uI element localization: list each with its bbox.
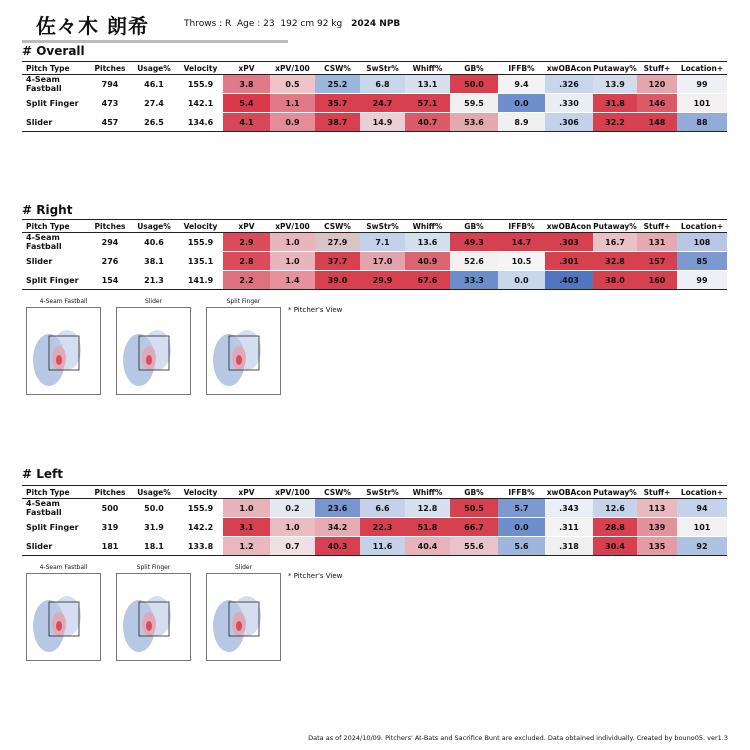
column-header: Velocity xyxy=(178,220,223,233)
column-header: Pitch Type xyxy=(22,62,90,75)
stat-cell: 50.5 xyxy=(450,499,498,518)
stat-cell: .303 xyxy=(545,233,593,252)
stat-cell: 92 xyxy=(677,537,727,556)
heatmap-label: 4-Seam Fastball xyxy=(39,564,88,571)
column-header: IFFB% xyxy=(498,220,545,233)
pitch-type-cell: Slider xyxy=(22,537,90,556)
column-header: Pitches xyxy=(90,62,130,75)
stat-cell: 146 xyxy=(637,94,677,113)
stat-cell: 94 xyxy=(677,499,727,518)
stat-cell: .326 xyxy=(545,75,593,94)
stat-cell: 1.1 xyxy=(270,94,315,113)
heatmap-density-blob xyxy=(236,621,242,631)
location-heatmap xyxy=(26,298,101,395)
right-title: # Right xyxy=(22,203,73,217)
right-table xyxy=(22,219,727,290)
stat-cell: 40.6 xyxy=(130,233,178,252)
heatmap-density-blob xyxy=(146,621,152,631)
stat-cell: 3.8 xyxy=(223,75,270,94)
column-header: xPV xyxy=(223,220,270,233)
stat-cell: 57.1 xyxy=(405,94,450,113)
stat-cell: 28.8 xyxy=(593,518,637,537)
pitch-type-cell: Split Finger xyxy=(22,271,90,290)
heatmap-graphic xyxy=(207,574,280,660)
stat-cell: 131 xyxy=(637,233,677,252)
stat-cell: .330 xyxy=(545,94,593,113)
column-header: CSW% xyxy=(315,220,360,233)
table-row xyxy=(22,537,727,556)
column-header: IFFB% xyxy=(498,62,545,75)
stat-cell: 35.7 xyxy=(315,94,360,113)
stat-cell: 5.4 xyxy=(223,94,270,113)
stat-cell: .306 xyxy=(545,113,593,132)
stat-cell: 108 xyxy=(677,233,727,252)
right-pitchers-view-note: * Pitcher's View xyxy=(288,306,343,314)
pitch-type-cell: 4-Seam Fastball xyxy=(22,233,90,252)
stat-cell: 33.3 xyxy=(450,271,498,290)
stat-cell: 0.9 xyxy=(270,113,315,132)
stat-cell: 155.9 xyxy=(178,233,223,252)
stat-cell: 37.7 xyxy=(315,252,360,271)
column-header: SwStr% xyxy=(360,62,405,75)
throws-text: Throws : R xyxy=(184,19,232,29)
heatmap-graphic xyxy=(207,308,280,394)
heatmap-graphic xyxy=(27,574,100,660)
heatmap-graphic xyxy=(27,308,100,394)
stat-cell: 50.0 xyxy=(130,499,178,518)
stat-cell: 85 xyxy=(677,252,727,271)
stat-cell: 1.0 xyxy=(270,252,315,271)
heatmap-graphic xyxy=(117,308,190,394)
stat-cell: 0.2 xyxy=(270,499,315,518)
season-text: 2024 NPB xyxy=(351,19,401,29)
column-header: Location+ xyxy=(677,62,727,75)
table-row xyxy=(22,75,727,94)
stat-cell: 40.4 xyxy=(405,537,450,556)
stat-cell: 38.0 xyxy=(593,271,637,290)
stat-cell: 1.2 xyxy=(223,537,270,556)
overall-title: # Overall xyxy=(22,44,85,58)
stat-cell: 139 xyxy=(637,518,677,537)
column-header: xwOBAcon xyxy=(546,63,592,73)
stat-cell: .343 xyxy=(545,499,593,518)
pitch-type-cell: Split Finger xyxy=(22,94,90,113)
stat-cell: 50.0 xyxy=(450,75,498,94)
stat-cell: 32.2 xyxy=(593,113,637,132)
stat-cell: 31.9 xyxy=(130,518,178,537)
stat-cell: 17.0 xyxy=(360,252,405,271)
stat-cell: 155.9 xyxy=(178,499,223,518)
column-header: Stuff+ xyxy=(637,220,677,233)
stat-cell: 13.6 xyxy=(405,233,450,252)
player-name: 佐々木 朗希 xyxy=(36,14,149,38)
column-header: xPV/100 xyxy=(270,62,315,75)
stat-cell: 26.5 xyxy=(130,113,178,132)
stat-cell: 31.8 xyxy=(593,94,637,113)
stat-cell: 39.0 xyxy=(315,271,360,290)
stat-cell: 99 xyxy=(677,271,727,290)
stat-cell: 181 xyxy=(90,537,130,556)
stat-cell: 32.8 xyxy=(593,252,637,271)
stat-cell: 23.6 xyxy=(315,499,360,518)
column-header: Whiff% xyxy=(405,220,450,233)
column-header: xPV xyxy=(223,486,270,499)
column-header: GB% xyxy=(450,486,498,499)
column-header: SwStr% xyxy=(360,220,405,233)
column-header: Velocity xyxy=(178,486,223,499)
column-header: GB% xyxy=(450,220,498,233)
stat-cell: 88 xyxy=(677,113,727,132)
stat-cell: 5.6 xyxy=(498,537,545,556)
column-header: Usage% xyxy=(130,62,178,75)
stat-cell: 0.0 xyxy=(498,94,545,113)
stat-cell: 133.8 xyxy=(178,537,223,556)
body-text: 192 cm 92 kg xyxy=(280,19,343,29)
stat-cell: 12.8 xyxy=(405,499,450,518)
stat-cell: 2.2 xyxy=(223,271,270,290)
location-heatmap xyxy=(26,564,101,661)
header-row xyxy=(22,486,727,499)
column-header: Location+ xyxy=(677,220,727,233)
pitch-type-cell: Slider xyxy=(22,252,90,271)
stat-cell: 1.0 xyxy=(270,518,315,537)
stat-cell: 4.1 xyxy=(223,113,270,132)
stat-cell: .311 xyxy=(545,518,593,537)
heatmap-plot xyxy=(26,573,101,661)
stat-cell: 6.6 xyxy=(360,499,405,518)
stat-cell: 67.6 xyxy=(405,271,450,290)
column-header: Velocity xyxy=(178,62,223,75)
column-header: SwStr% xyxy=(360,486,405,499)
stat-cell: 14.7 xyxy=(498,233,545,252)
heatmap-density-blob xyxy=(236,355,242,365)
stat-cell: 1.4 xyxy=(270,271,315,290)
stat-cell: 142.1 xyxy=(178,94,223,113)
stat-cell: 24.7 xyxy=(360,94,405,113)
table-row xyxy=(22,499,727,518)
stat-cell: 101 xyxy=(677,94,727,113)
stat-cell: 16.7 xyxy=(593,233,637,252)
stat-cell: 1.0 xyxy=(270,233,315,252)
column-header: Putaway% xyxy=(593,487,637,497)
stat-cell: 154 xyxy=(90,271,130,290)
left-table xyxy=(22,485,727,556)
stat-cell: 40.3 xyxy=(315,537,360,556)
stat-cell: 142.2 xyxy=(178,518,223,537)
stat-cell: 27.9 xyxy=(315,233,360,252)
stat-cell: 49.3 xyxy=(450,233,498,252)
heatmap-label: Slider xyxy=(234,564,253,571)
table-row xyxy=(22,233,727,252)
stat-cell: 99 xyxy=(677,75,727,94)
heatmap-density-blob xyxy=(146,355,152,365)
stat-cell: 8.9 xyxy=(498,113,545,132)
stat-cell: 1.0 xyxy=(223,499,270,518)
stat-cell: 134.6 xyxy=(178,113,223,132)
column-header: Pitch Type xyxy=(22,220,90,233)
stat-cell: 0.0 xyxy=(498,518,545,537)
stat-cell: 11.6 xyxy=(360,537,405,556)
stat-cell: 10.5 xyxy=(498,252,545,271)
column-header: CSW% xyxy=(315,62,360,75)
location-heatmap xyxy=(116,298,191,395)
heatmap-density-blob xyxy=(56,355,62,365)
column-header: Stuff+ xyxy=(637,62,677,75)
stat-cell: 457 xyxy=(90,113,130,132)
location-heatmap xyxy=(116,564,191,661)
table-row xyxy=(22,94,727,113)
location-heatmap xyxy=(206,564,281,661)
stat-cell: 18.1 xyxy=(130,537,178,556)
stat-cell: 40.7 xyxy=(405,113,450,132)
stat-cell: .403 xyxy=(545,271,593,290)
location-heatmap xyxy=(206,298,281,395)
stat-cell: 148 xyxy=(637,113,677,132)
heatmap-plot xyxy=(26,307,101,395)
column-header: Putaway% xyxy=(593,221,637,231)
stat-cell: 52.6 xyxy=(450,252,498,271)
column-header: IFFB% xyxy=(498,486,545,499)
stat-cell: 21.3 xyxy=(130,271,178,290)
stat-cell: 13.9 xyxy=(593,75,637,94)
stat-cell: 22.3 xyxy=(360,518,405,537)
stat-cell: 38.7 xyxy=(315,113,360,132)
stat-cell: 53.6 xyxy=(450,113,498,132)
stat-cell: 66.7 xyxy=(450,518,498,537)
stat-cell: 135.1 xyxy=(178,252,223,271)
pitch-type-cell: Slider xyxy=(22,113,90,132)
stat-cell: 55.6 xyxy=(450,537,498,556)
table-row xyxy=(22,518,727,537)
stat-cell: 7.1 xyxy=(360,233,405,252)
pitch-type-cell: Split Finger xyxy=(22,518,90,537)
stat-cell: 120 xyxy=(637,75,677,94)
left-title: # Left xyxy=(22,467,63,481)
stat-cell: 0.0 xyxy=(498,271,545,290)
stat-cell: 30.4 xyxy=(593,537,637,556)
column-header: Whiff% xyxy=(405,62,450,75)
stat-cell: 2.9 xyxy=(223,233,270,252)
heatmap-plot xyxy=(206,307,281,395)
heatmap-label: Split Finger xyxy=(226,298,261,305)
stat-cell: 2.8 xyxy=(223,252,270,271)
column-header: Pitch Type xyxy=(22,486,90,499)
stat-cell: 101 xyxy=(677,518,727,537)
stat-cell: 9.4 xyxy=(498,75,545,94)
heatmap-plot xyxy=(116,307,191,395)
overall-table xyxy=(22,61,727,132)
stat-cell: 46.1 xyxy=(130,75,178,94)
stat-cell: .318 xyxy=(545,537,593,556)
age-text: Age : 23 xyxy=(237,19,275,29)
stat-cell: 794 xyxy=(90,75,130,94)
stat-cell: 29.9 xyxy=(360,271,405,290)
player-meta xyxy=(184,19,400,29)
stat-cell: 40.9 xyxy=(405,252,450,271)
column-header: xPV/100 xyxy=(270,220,315,233)
stat-cell: 500 xyxy=(90,499,130,518)
column-header: CSW% xyxy=(315,486,360,499)
player-header xyxy=(22,6,401,43)
stat-cell: 6.8 xyxy=(360,75,405,94)
stat-cell: 13.1 xyxy=(405,75,450,94)
column-header: Usage% xyxy=(130,486,178,499)
column-header: Pitches xyxy=(90,220,130,233)
column-header: Location+ xyxy=(677,486,727,499)
column-header: xPV xyxy=(223,62,270,75)
stat-cell: 25.2 xyxy=(315,75,360,94)
stat-cell: 276 xyxy=(90,252,130,271)
heatmap-density-blob xyxy=(56,621,62,631)
column-header: xwOBAcon xyxy=(546,487,592,497)
stat-cell: 0.5 xyxy=(270,75,315,94)
stat-cell: 14.9 xyxy=(360,113,405,132)
pitch-type-cell: 4-Seam Fastball xyxy=(22,75,90,94)
stat-cell: 12.6 xyxy=(593,499,637,518)
column-header: Stuff+ xyxy=(637,486,677,499)
pitch-type-cell: 4-Seam Fastball xyxy=(22,499,90,518)
footer-note: Data as of 2024/10/09. Pitchers' At-Bats and Sacrifice Bunt are excluded. Data obtained individually. Created by bouno05. ver1.3 xyxy=(308,734,728,742)
column-header: xwOBAcon xyxy=(546,221,592,231)
stat-cell: 155.9 xyxy=(178,75,223,94)
column-header: xPV/100 xyxy=(270,486,315,499)
stat-cell: 473 xyxy=(90,94,130,113)
stat-cell: 5.7 xyxy=(498,499,545,518)
heatmap-plot xyxy=(206,573,281,661)
stat-cell: 294 xyxy=(90,233,130,252)
column-header: Whiff% xyxy=(405,486,450,499)
header-row xyxy=(22,62,727,75)
stat-cell: .301 xyxy=(545,252,593,271)
heatmap-label: Split Finger xyxy=(136,564,171,571)
column-header: Usage% xyxy=(130,220,178,233)
stat-cell: 3.1 xyxy=(223,518,270,537)
stat-cell: 141.9 xyxy=(178,271,223,290)
stat-cell: 319 xyxy=(90,518,130,537)
column-header: GB% xyxy=(450,62,498,75)
heatmap-label: Slider xyxy=(144,298,163,305)
stat-cell: 0.7 xyxy=(270,537,315,556)
heatmap-plot xyxy=(116,573,191,661)
heatmap-graphic xyxy=(117,574,190,660)
stat-cell: 59.5 xyxy=(450,94,498,113)
table-row xyxy=(22,113,727,132)
stat-cell: 38.1 xyxy=(130,252,178,271)
stat-cell: 160 xyxy=(637,271,677,290)
header-row xyxy=(22,220,727,233)
stat-cell: 34.2 xyxy=(315,518,360,537)
stat-cell: 157 xyxy=(637,252,677,271)
stat-cell: 51.8 xyxy=(405,518,450,537)
stat-cell: 135 xyxy=(637,537,677,556)
column-header: Putaway% xyxy=(593,63,637,73)
table-row xyxy=(22,271,727,290)
table-row xyxy=(22,252,727,271)
heatmap-label: 4-Seam Fastball xyxy=(39,298,88,305)
column-header: Pitches xyxy=(90,486,130,499)
stat-cell: 27.4 xyxy=(130,94,178,113)
stat-cell: 113 xyxy=(637,499,677,518)
left-pitchers-view-note: * Pitcher's View xyxy=(288,572,343,580)
